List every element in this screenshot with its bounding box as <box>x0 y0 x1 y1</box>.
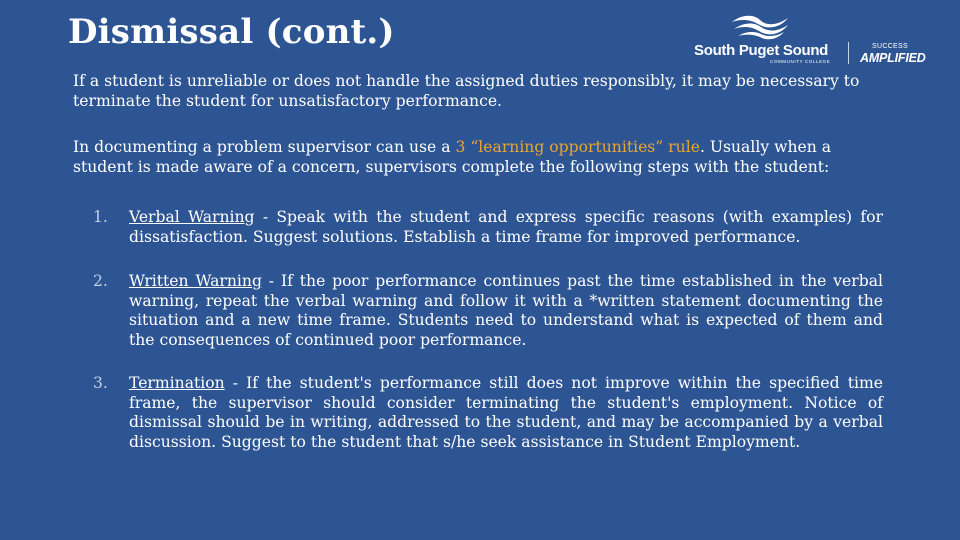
logo-brand-subtitle: COMMUNITY COLLEGE <box>770 59 831 64</box>
logo-tagline-main: AMPLIFIED <box>860 51 926 65</box>
college-logo <box>690 12 930 70</box>
page-title: Dismissal (cont.) <box>68 12 395 52</box>
step-body <box>129 272 883 350</box>
wave-logo-icon <box>730 14 790 40</box>
rule-text-after: . Usually when a student is made aware of a concern, supervisors complete the following steps with the student: <box>73 138 832 176</box>
step-verbal-warning <box>93 208 883 247</box>
step-written-warning <box>93 272 883 350</box>
step-title: Termination <box>129 374 225 392</box>
step-number: 1. <box>93 208 108 226</box>
rule-text-before: In documenting a problem supervisor can use a <box>73 138 456 156</box>
step-text: Speak with the student and express specific reasons (with examples) for dissatisfaction. Suggest solutions. Establish a time frame for improved performance. <box>129 208 884 246</box>
step-number: 3. <box>93 374 108 392</box>
step-body <box>129 374 883 452</box>
logo-brand-text: South Puget Sound <box>694 42 829 59</box>
step-termination <box>93 374 883 452</box>
step-separator: - <box>261 272 281 290</box>
logo-tagline-top: SUCCESS <box>872 43 908 50</box>
step-title: Written Warning <box>129 272 262 290</box>
step-title: Verbal Warning <box>129 208 255 226</box>
step-text: If the student's performance still does not improve within the specified time frame, the supervisor should consider terminating the student's employment. Notice of dismissal should be in writing, addressed to the student, and may be accompanied by a verbal discussion. Suggest to the student that s/he seek assistance in Student Employment. <box>129 374 883 451</box>
step-text: If the poor performance continues past the time established in the verbal warning, repeat the verbal warning and follow it with a *written statement documenting the situation and a new time frame. Students need to understand what is expected of them and the consequences of continued poor performance. <box>129 272 884 349</box>
step-number: 2. <box>93 272 108 290</box>
rule-paragraph <box>73 138 885 177</box>
step-body <box>129 208 883 247</box>
logo-divider <box>848 42 849 64</box>
step-separator: - <box>254 208 277 226</box>
rule-highlight: 3 “learning opportunities” rule <box>455 138 700 156</box>
intro-paragraph: If a student is unreliable or does not handle the assigned duties responsibly, it may be necessary to terminate the student for unsatisfactory performance. <box>73 72 860 110</box>
step-separator: - <box>224 374 247 392</box>
